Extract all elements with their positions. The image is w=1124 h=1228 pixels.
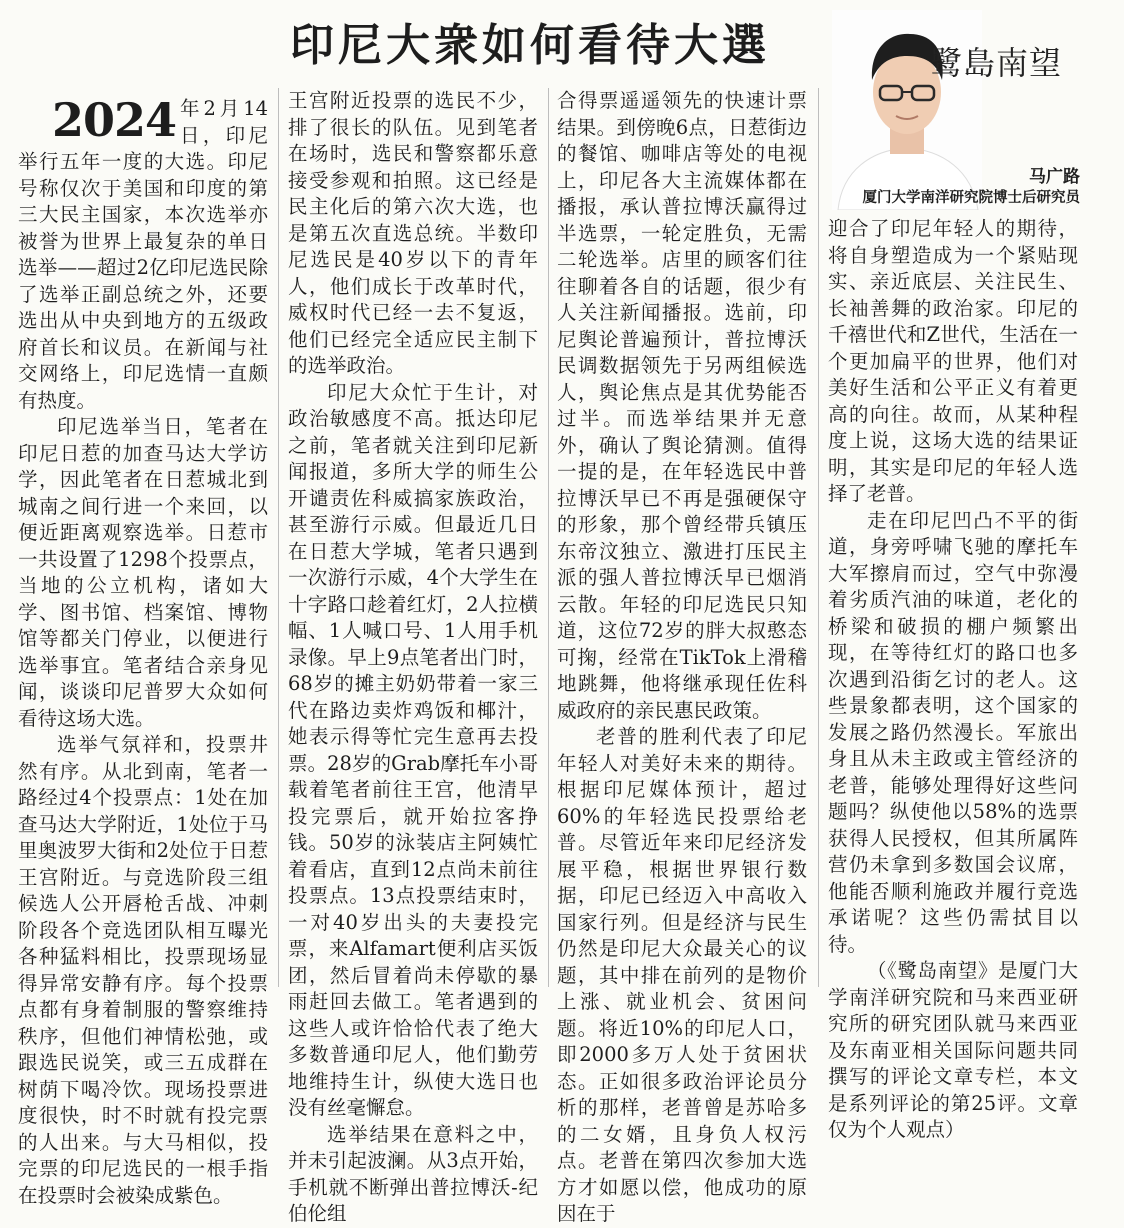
column-divider xyxy=(818,88,819,987)
paragraph: 走在印尼凹凸不平的街道，身旁呼啸飞驰的摩托车大军擦肩而过，空气中弥漫着劣质汽油的味道，老化的桥梁和破损的棚户频繁出现，在等待红灯的路口也多次遇到沿街乞讨的老人。这些景象都表明，这个国家的发展之路仍然漫长。军旅出身且从未主政或主管经济的老普，能够处理得好这些问题吗？纵使他以58%的选票获得人民授权，但其所属阵营仍未拿到多数国会议席，他能否顺利施政并履行竞选承诺呢？这些仍需拭目以待。 xyxy=(828,508,1078,956)
paragraph: 王宫附近投票的选民不少，排了很长的队伍。见到笔者在场时，选民和警察都乐意接受参观和拍照。这已经是民主化后的第六次大选，也是第五次直选总统。半数印尼选民是40岁以下的青年人，他们成长于改革时代，威权时代已经一去不复返，他们已经完全适应民主制下的选举政治。 xyxy=(288,89,538,377)
paragraph: 合得票遥遥领先的快速计票结果。到傍晚6点，日惹街边的餐馆、咖啡店等处的电视上，印尼各大主流媒体都在播报，承认普拉博沃赢得过半选票，一轮定胜负，无需二轮选举。店里的顾客们往往聊着各自的话题，很少有人关注新闻播报。选前，印尼舆论普遍预计，普拉博沃民调数据领先于另两组候选人，舆论焦点是其优势能否过半。而选举结果并无意外，确认了舆论猜测。值得一提的是，在年轻选民中普拉博沃早已不再是强硬保守的形象，那个曾经带兵镇压东帝汶独立、激进打压民主派的强人普拉博沃早已烟消云散。年轻的印尼选民只知道，这位72岁的胖大叔憨态可掬，经常在TikTok上滑稽地跳舞，他将继承现任佐科威政府的亲民惠民政策。 xyxy=(557,89,807,722)
paragraph: 印尼大众忙于生计，对政治敏感度不高。抵达印尼之前，笔者就关注到印尼新闻报道，多所大学的师生公开谴责佐科威搞家族政治，甚至游行示威。但最近几日在日惹大学城，笔者只遇到一次游行示威，4个大学生在十字路口趁着红灯，2人拉横幅、1人喊口号、1人用手机录像。早上9点笔者出门时，68岁的摊主奶奶带着一家三代在路边卖炸鸡饭和椰汁，她表示得等忙完生意再去投票。28岁的Grab摩托车小哥载着笔者前往王宫，他清早投完票后，就开始拉客挣钱。50岁的泳装店主阿姨忙着看店，直到12点尚未前往投票点。13点投票结束时，一对40岁出头的夫妻投完票，来Alfamart便利店买饭团，然后冒着尚未停歇的暴雨赶回去做工。笔者遇到的这些人或许恰恰代表了绝大多数普通印尼人，他们勤劳地维持生计，纵使大选日也没有丝毫懈怠。 xyxy=(288,380,538,1119)
paragraph: 选举结果在意料之中，并未引起波澜。从3点开始，手机就不断弹出普拉博沃-纪伯伦组 xyxy=(288,1122,538,1225)
author-name: 马广路 xyxy=(1029,167,1080,187)
author-title: 厦门大学南洋研究院博士后研究员 xyxy=(862,190,1080,206)
column-divider xyxy=(278,88,279,987)
column-divider xyxy=(548,88,549,987)
paragraph: 迎合了印尼年轻人的期待，将自身塑造成为一个紧贴现实、亲近底层、关注民生、长袖善舞的政治家。印尼的千禧世代和Z世代，生活在一个更加扁平的世界，他们对美好生活和公平正义有着更高的向往。故而，从某种程度上说，这场大选的结果证明，其实是印尼的年轻人选择了老普。 xyxy=(828,217,1078,505)
paragraph: 选举气氛祥和，投票井然有序。从北到南，笔者一路经过4个投票点：1处在加查马达大学附近，1处位于马里奥波罗大街和2处位于日惹王宫附近。与竞选阶段三组候选人公开唇枪舌战、冲刺阶段各个竞选团队相互曝光各种猛料相比，投票现场显得异常安静有序。每个投票点都有身着制服的警察维持秩序，但他们神情松弛，或跟选民说笑，或三五成群在树荫下喝冷饮。现场投票进度很快，时不时就有投完票的人出来。与大马相似，投完票的印尼选民的一根手指在投票时会被染成紫色。 xyxy=(18,733,268,1207)
column-name: 鹭島南望 xyxy=(930,44,1063,82)
text-column-1 xyxy=(18,93,268,1209)
text-column-4 xyxy=(828,216,1078,1144)
text-column-2 xyxy=(288,88,538,1228)
article-title: 印尼大衆如何看待大選 xyxy=(290,20,770,71)
paragraph: （《鹭岛南望》是厦门大学南洋研究院和马来西亚研究所的研究团队就马来西亚及东南亚相关国际问题共同撰写的评论文章专栏，本文是系列评论的第25评。文章仅为个人观点） xyxy=(828,959,1078,1141)
text-column-3 xyxy=(557,88,807,1228)
paragraph: 印尼选举当日，笔者在印尼日惹的加查马达大学访学，因此笔者在日惹城北到城南之间行进一个来回，以便近距离观察选举。日惹市一共设置了1298个投票点，当地的公立机构，诸如大学、图书馆、档案馆、博物馆等都关门停业，以便进行选举事宜。笔者结合亲身见闻，谈谈印尼普罗大众如何看待这场大选。 xyxy=(18,415,268,730)
paragraph: 年2月14日，印尼举行五年一度的大选。印尼号称仅次于美国和印度的第三大民主国家，本次选举亦被誉为世界上最复杂的单日选举——超过2亿印尼选民除了选举正副总统之外，还要选出从中央到地方的五级政府首长和议员。在新闻与社交网络上，印尼选情一直颇有热度。 xyxy=(18,97,268,412)
paragraph: 老普的胜利代表了印尼年轻人对美好未来的期待。根据印尼媒体预计，超过60%的年轻选民投票给老普。尽管近年来印尼经济发展平稳，根据世界银行数据，印尼已经迈入中高收入国家行列。但是经济与民生仍然是印尼大众最关心的议题，其中排在前列的是物价上涨、就业机会、贫困问题。将近10%的印尼人口，即2000多万人处于贫困状态。正如很多政治评论员分析的那样，老普曾是苏哈多的二女婿，且身负人权污点。老普在第四次参加大选方才如愿以偿，他成功的原因在于 xyxy=(557,725,807,1225)
dropcap-year: 2024 xyxy=(52,93,177,147)
column-header xyxy=(832,10,1088,210)
